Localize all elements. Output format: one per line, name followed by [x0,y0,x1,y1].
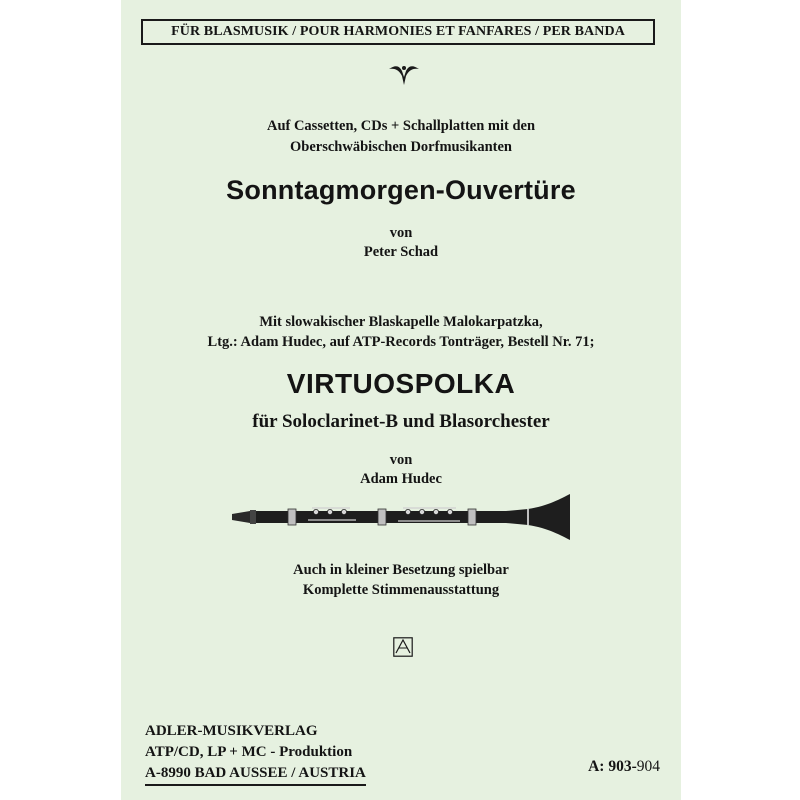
piece2-extra-line1: Auch in kleiner Besetzung spielbar [293,562,509,578]
ornament-icon [387,63,421,87]
piece2-by: von [389,452,413,468]
clarinet-icon [228,490,574,544]
publisher-production: ATP/CD, LP + MC - Produktion [145,744,353,760]
piece1-title: Sonntagmorgen-Ouvertüre [226,175,576,205]
piece2-subtitle: für Soloclarinet-B und Blasorchester [252,411,550,432]
piece1-note-line2: Oberschwäbischen Dorfmusikanten [290,139,512,155]
piece1-note-line1: Auf Cassetten, CDs + Schallplatten mit den [266,118,536,134]
piece2-note-line1: Mit slowakischer Blaskapelle Malokarpatzka, [259,314,543,330]
piece2-note-line2: Ltg.: Adam Hudec, auf ATP-Records Tonträger, Bestell Nr. 71; [207,334,595,350]
catalog-prefix: A: 903- [588,758,637,775]
catalog-suffix: 904 [636,758,660,775]
piece1-composer: Peter Schad [363,244,439,260]
piece2-title: VIRTUOSPOLKA [286,368,516,399]
publisher-logo-icon [393,637,413,657]
piece2-extra-line2: Komplette Stimmenausstattung [302,582,500,598]
category-banner: FÜR BLASMUSIK / POUR HARMONIES ET FANFARES / PER BANDA [141,19,655,45]
catalog-number [588,758,660,776]
publisher-block [145,721,366,786]
sheet-cover [121,0,681,800]
piece2-composer: Adam Hudec [360,471,442,487]
publisher-address: A-8990 BAD AUSSEE / AUSTRIA [145,763,366,786]
piece1-by: von [389,225,413,241]
publisher-name: ADLER-MUSIKVERLAG [145,723,318,739]
